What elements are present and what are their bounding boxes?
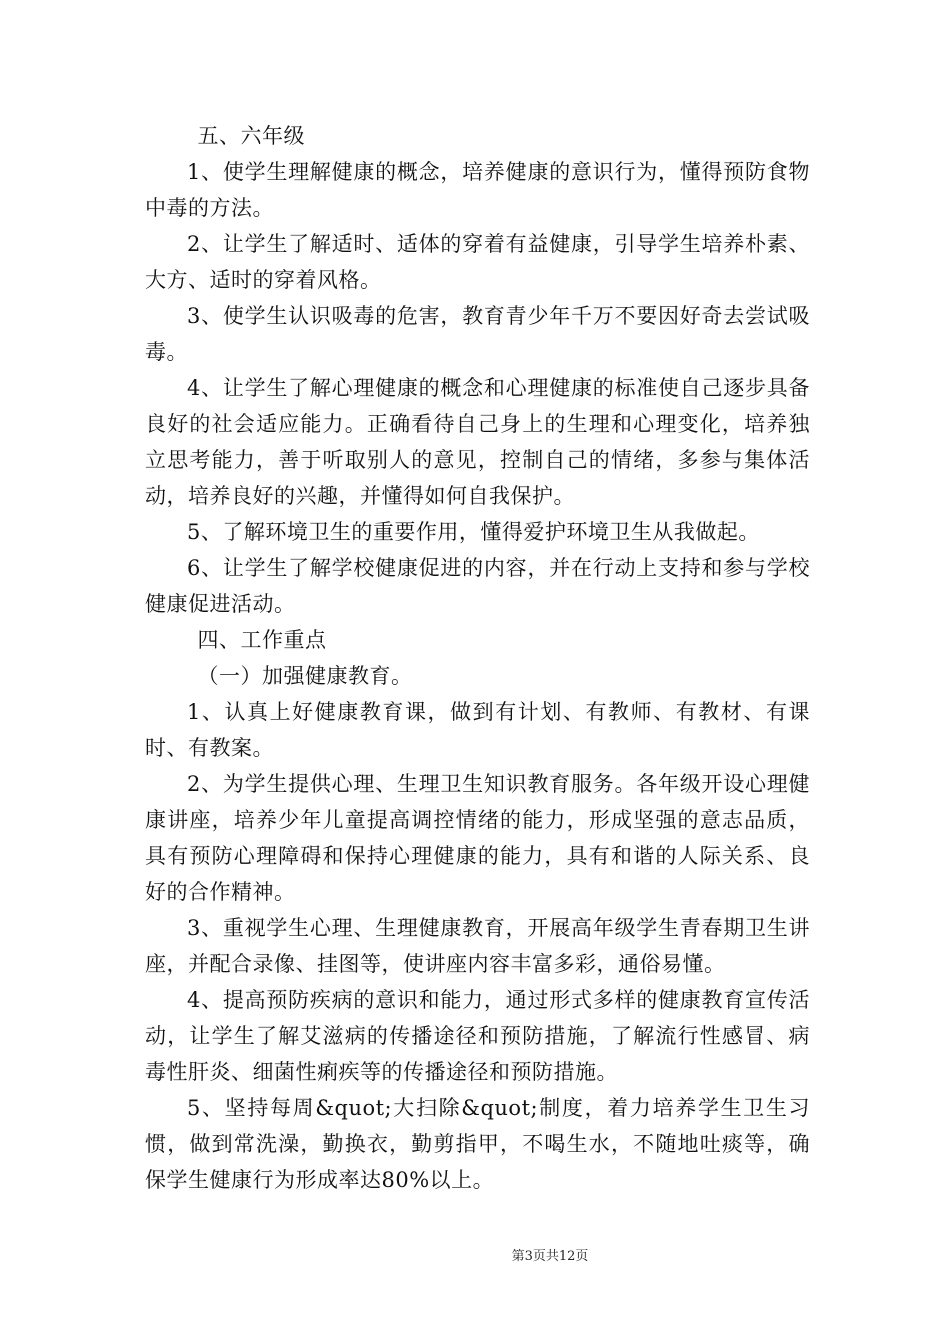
section-heading-grades-5-6: 五、六年级	[197, 124, 305, 148]
paragraph-grade-item-6: 6、让学生了解学校健康促进的内容，并在行动上支持和参与学校健康促进活动。	[145, 556, 810, 616]
section-heading-work-focus: 四、工作重点	[197, 628, 327, 652]
paragraph-grade-item-5: 5、了解环境卫生的重要作用，懂得爱护环境卫生从我做起。	[187, 520, 760, 544]
page-number: 第3页共12页	[511, 1249, 589, 1264]
paragraph-grade-item-3: 3、使学生认识吸毒的危害，教育青少年千万不要因好奇去尝试吸毒。	[145, 304, 810, 364]
paragraph-grade-item-1: 1、使学生理解健康的概念，培养健康的意识行为，懂得预防食物中毒的方法。	[145, 160, 810, 220]
paragraph-focus-item-3: 3、重视学生心理、生理健康教育，开展高年级学生青春期卫生讲座，并配合录像、挂图等，使讲座内容丰富多彩，通俗易懂。	[145, 916, 810, 976]
paragraph-focus-item-5: 5、坚持每周&quot;大扫除&quot;制度，着力培养学生卫生习惯，做到常洗澡，勤换衣，勤剪指甲，不喝生水，不随地吐痰等，确保学生健康行为形成率达80%以上。	[145, 1096, 810, 1192]
page-footer	[0, 1248, 950, 1266]
paragraph-grade-item-2: 2、让学生了解适时、适体的穿着有益健康，引导学生培养朴素、大方、适时的穿着风格。	[145, 232, 810, 292]
paragraph-focus-item-2: 2、为学生提供心理、生理卫生知识教育服务。各年级开设心理健康讲座，培养少年儿童提高调控情绪的能力，形成坚强的意志品质，具有预防心理障碍和保持心理健康的能力，具有和谐的人际关系、良好的合作精神。	[145, 772, 810, 904]
paragraph-focus-item-4: 4、提高预防疾病的意识和能力，通过形式多样的健康教育宣传活动，让学生了解艾滋病的传播途径和预防措施，了解流行性感冒、病毒性肝炎、细菌性痢疾等的传播途径和预防措施。	[145, 988, 810, 1084]
paragraph-focus-item-1: 1、认真上好健康教育课，做到有计划、有教师、有教材、有课时、有教案。	[145, 700, 810, 760]
document-body	[145, 118, 810, 1198]
subsection-heading-health-education: （一）加强健康教育。	[197, 664, 413, 688]
paragraph-grade-item-4: 4、让学生了解心理健康的概念和心理健康的标准使自己逐步具备良好的社会适应能力。正确看待自己身上的生理和心理变化，培养独立思考能力，善于听取别人的意见，控制自己的情绪，多参与集体活动，培养良好的兴趣，并懂得如何自我保护。	[145, 376, 810, 508]
